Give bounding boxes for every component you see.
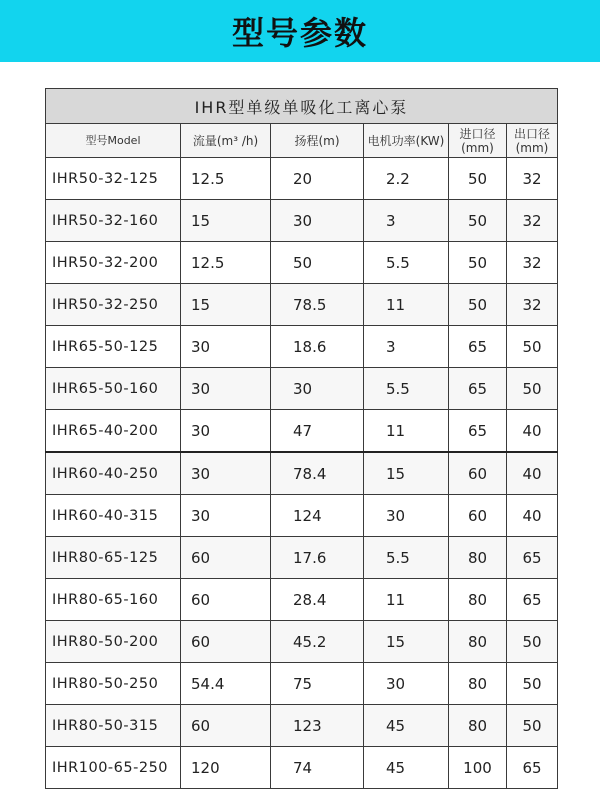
cell-outlet: 50 bbox=[507, 621, 558, 663]
header-inlet bbox=[449, 124, 507, 158]
table-row bbox=[46, 663, 558, 705]
cell-model: IHR65-50-160 bbox=[46, 368, 181, 410]
cell-flow: 60 bbox=[181, 579, 271, 621]
cell-inlet: 80 bbox=[449, 579, 507, 621]
cell-power: 15 bbox=[364, 452, 449, 495]
cell-inlet: 50 bbox=[449, 284, 507, 326]
table-row bbox=[46, 200, 558, 242]
cell-model: IHR80-65-160 bbox=[46, 579, 181, 621]
cell-head: 47 bbox=[271, 410, 364, 453]
table-header-row bbox=[46, 124, 558, 158]
cell-flow: 12.5 bbox=[181, 158, 271, 200]
cell-flow: 120 bbox=[181, 747, 271, 789]
table-title: IHR型单级单吸化工离心泵 bbox=[46, 89, 558, 124]
cell-flow: 15 bbox=[181, 200, 271, 242]
cell-flow: 60 bbox=[181, 537, 271, 579]
header-outlet-unit: (mm) bbox=[515, 140, 549, 155]
cell-head: 50 bbox=[271, 242, 364, 284]
cell-power: 15 bbox=[364, 621, 449, 663]
table-row bbox=[46, 579, 558, 621]
cell-flow: 30 bbox=[181, 452, 271, 495]
cell-model: IHR50-32-160 bbox=[46, 200, 181, 242]
cell-power: 11 bbox=[364, 284, 449, 326]
cell-model: IHR80-65-125 bbox=[46, 537, 181, 579]
cell-inlet: 60 bbox=[449, 495, 507, 537]
header-head: 扬程(m) bbox=[271, 124, 364, 158]
table-row bbox=[46, 705, 558, 747]
cell-model: IHR80-50-315 bbox=[46, 705, 181, 747]
cell-model: IHR60-40-315 bbox=[46, 495, 181, 537]
cell-model: IHR65-50-125 bbox=[46, 326, 181, 368]
spec-table bbox=[45, 88, 558, 789]
cell-outlet: 50 bbox=[507, 705, 558, 747]
cell-head: 20 bbox=[271, 158, 364, 200]
cell-head: 45.2 bbox=[271, 621, 364, 663]
cell-flow: 15 bbox=[181, 284, 271, 326]
cell-power: 30 bbox=[364, 663, 449, 705]
table-row bbox=[46, 158, 558, 200]
cell-power: 3 bbox=[364, 200, 449, 242]
table-row bbox=[46, 326, 558, 368]
cell-inlet: 65 bbox=[449, 410, 507, 453]
cell-flow: 30 bbox=[181, 410, 271, 453]
cell-power: 5.5 bbox=[364, 242, 449, 284]
cell-outlet: 65 bbox=[507, 747, 558, 789]
cell-power: 3 bbox=[364, 326, 449, 368]
cell-inlet: 80 bbox=[449, 537, 507, 579]
cell-flow: 60 bbox=[181, 621, 271, 663]
header-model: 型号Model bbox=[46, 124, 181, 158]
cell-head: 30 bbox=[271, 200, 364, 242]
header-inlet-unit: (mm) bbox=[461, 140, 494, 155]
cell-model: IHR80-50-200 bbox=[46, 621, 181, 663]
table-body bbox=[46, 158, 558, 789]
cell-model: IHR50-32-250 bbox=[46, 284, 181, 326]
cell-head: 28.4 bbox=[271, 579, 364, 621]
table-row bbox=[46, 495, 558, 537]
cell-flow: 12.5 bbox=[181, 242, 271, 284]
cell-power: 30 bbox=[364, 495, 449, 537]
cell-model: IHR50-32-125 bbox=[46, 158, 181, 200]
cell-power: 5.5 bbox=[364, 537, 449, 579]
cell-outlet: 50 bbox=[507, 368, 558, 410]
cell-inlet: 50 bbox=[449, 200, 507, 242]
cell-power: 11 bbox=[364, 579, 449, 621]
header-power: 电机功率(KW) bbox=[364, 124, 449, 158]
table-row bbox=[46, 747, 558, 789]
title-banner bbox=[0, 0, 600, 62]
cell-head: 123 bbox=[271, 705, 364, 747]
cell-outlet: 32 bbox=[507, 284, 558, 326]
cell-model: IHR100-65-250 bbox=[46, 747, 181, 789]
table-row bbox=[46, 621, 558, 663]
cell-power: 45 bbox=[364, 747, 449, 789]
header-inlet-label: 进口径 bbox=[459, 126, 496, 141]
cell-outlet: 32 bbox=[507, 242, 558, 284]
table-row bbox=[46, 284, 558, 326]
cell-inlet: 50 bbox=[449, 242, 507, 284]
cell-head: 75 bbox=[271, 663, 364, 705]
cell-head: 30 bbox=[271, 368, 364, 410]
cell-head: 124 bbox=[271, 495, 364, 537]
header-outlet bbox=[507, 124, 558, 158]
cell-outlet: 50 bbox=[507, 326, 558, 368]
cell-model: IHR80-50-250 bbox=[46, 663, 181, 705]
cell-flow: 30 bbox=[181, 326, 271, 368]
cell-outlet: 40 bbox=[507, 495, 558, 537]
cell-power: 2.2 bbox=[364, 158, 449, 200]
cell-inlet: 65 bbox=[449, 368, 507, 410]
cell-power: 5.5 bbox=[364, 368, 449, 410]
cell-outlet: 32 bbox=[507, 158, 558, 200]
cell-power: 45 bbox=[364, 705, 449, 747]
cell-head: 78.4 bbox=[271, 452, 364, 495]
cell-inlet: 80 bbox=[449, 663, 507, 705]
cell-inlet: 65 bbox=[449, 326, 507, 368]
table-row bbox=[46, 452, 558, 495]
table-row bbox=[46, 410, 558, 453]
cell-power: 11 bbox=[364, 410, 449, 453]
cell-flow: 60 bbox=[181, 705, 271, 747]
table-row bbox=[46, 242, 558, 284]
cell-outlet: 40 bbox=[507, 410, 558, 453]
cell-flow: 30 bbox=[181, 495, 271, 537]
header-flow: 流量(m³ /h) bbox=[181, 124, 271, 158]
cell-head: 18.6 bbox=[271, 326, 364, 368]
page-title: 型号参数 bbox=[231, 14, 368, 52]
table-row bbox=[46, 537, 558, 579]
cell-outlet: 65 bbox=[507, 579, 558, 621]
cell-model: IHR60-40-250 bbox=[46, 452, 181, 495]
cell-outlet: 50 bbox=[507, 663, 558, 705]
cell-outlet: 40 bbox=[507, 452, 558, 495]
cell-inlet: 80 bbox=[449, 621, 507, 663]
cell-inlet: 60 bbox=[449, 452, 507, 495]
cell-flow: 30 bbox=[181, 368, 271, 410]
table-row bbox=[46, 368, 558, 410]
header-outlet-label: 出口径 bbox=[513, 126, 550, 141]
cell-flow: 54.4 bbox=[181, 663, 271, 705]
cell-model: IHR65-40-200 bbox=[46, 410, 181, 453]
cell-model: IHR50-32-200 bbox=[46, 242, 181, 284]
spec-table-container bbox=[45, 88, 557, 789]
cell-inlet: 50 bbox=[449, 158, 507, 200]
cell-inlet: 100 bbox=[449, 747, 507, 789]
cell-head: 78.5 bbox=[271, 284, 364, 326]
cell-outlet: 32 bbox=[507, 200, 558, 242]
cell-inlet: 80 bbox=[449, 705, 507, 747]
cell-outlet: 65 bbox=[507, 537, 558, 579]
cell-head: 74 bbox=[271, 747, 364, 789]
cell-head: 17.6 bbox=[271, 537, 364, 579]
